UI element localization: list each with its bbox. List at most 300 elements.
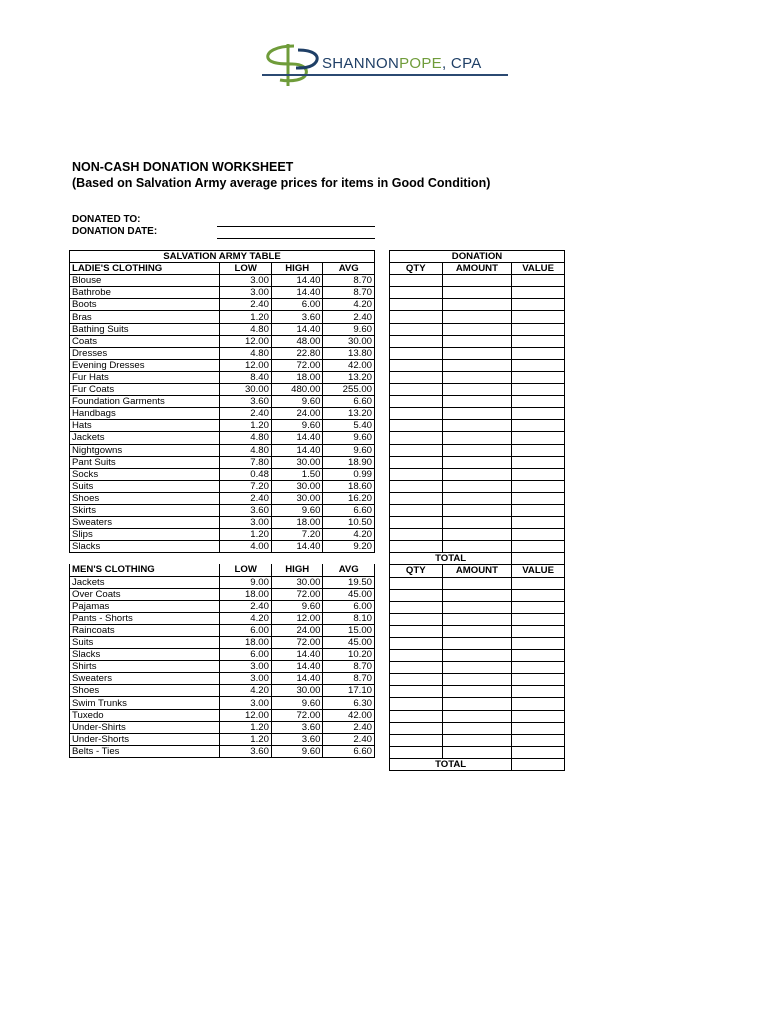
price-low: 2.40 — [220, 408, 272, 420]
value-cell[interactable] — [512, 746, 565, 758]
value-cell[interactable] — [512, 638, 565, 650]
donation-row — [390, 504, 565, 516]
item-name: Bathing Suits — [70, 323, 220, 335]
qty-cell[interactable] — [390, 746, 443, 758]
donation-row — [390, 698, 565, 710]
table-row — [70, 721, 375, 733]
price-high: 18.00 — [271, 517, 323, 529]
donation-row — [390, 601, 565, 613]
price-high: 9.60 — [271, 396, 323, 408]
amount-cell[interactable] — [442, 577, 512, 589]
price-high: 3.60 — [271, 311, 323, 323]
amount-cell[interactable] — [442, 698, 512, 710]
amount-cell[interactable] — [442, 541, 512, 553]
donation-row — [390, 638, 565, 650]
total-value-cell[interactable] — [512, 758, 565, 770]
item-name: Pant Suits — [70, 456, 220, 468]
price-high: 9.60 — [271, 697, 323, 709]
price-low: 1.20 — [220, 420, 272, 432]
price-avg: 13.20 — [323, 408, 375, 420]
price-low: 1.20 — [220, 529, 272, 541]
price-high: 9.60 — [271, 504, 323, 516]
total-value-cell[interactable] — [512, 553, 565, 565]
qty-cell[interactable] — [390, 492, 443, 504]
qty-cell[interactable] — [390, 674, 443, 686]
amount-cell[interactable] — [442, 517, 512, 529]
value-cell[interactable] — [512, 710, 565, 722]
value-cell[interactable] — [512, 396, 565, 408]
donation-row — [390, 335, 565, 347]
table-row — [70, 420, 375, 432]
price-avg: 8.70 — [323, 661, 375, 673]
price-avg: 8.70 — [323, 287, 375, 299]
amount-cell[interactable] — [442, 589, 512, 601]
qty-cell[interactable] — [390, 456, 443, 468]
price-avg: 45.00 — [323, 588, 375, 600]
value-cell[interactable] — [512, 577, 565, 589]
price-avg: 18.60 — [323, 480, 375, 492]
item-name: Pants - Shorts — [70, 612, 220, 624]
donation-row — [390, 674, 565, 686]
item-name: Boots — [70, 299, 220, 311]
qty-cell[interactable] — [390, 444, 443, 456]
value-cell[interactable] — [512, 650, 565, 662]
donation-row — [390, 408, 565, 420]
value-cell[interactable] — [512, 480, 565, 492]
donation-date-label: DONATION DATE: — [72, 226, 158, 237]
price-low: 1.20 — [220, 721, 272, 733]
value-cell[interactable] — [512, 347, 565, 359]
price-avg: 9.60 — [323, 432, 375, 444]
qty-cell[interactable] — [390, 698, 443, 710]
price-low: 12.00 — [220, 709, 272, 721]
donation-row — [390, 746, 565, 758]
amount-cell[interactable] — [442, 468, 512, 480]
table-row — [70, 637, 375, 649]
price-low: 3.60 — [220, 745, 272, 757]
column-header-high: HIGH — [271, 263, 323, 275]
qty-cell[interactable] — [390, 625, 443, 637]
price-low: 3.60 — [220, 504, 272, 516]
item-name: Socks — [70, 468, 220, 480]
amount-cell[interactable] — [442, 275, 512, 287]
value-cell[interactable] — [512, 408, 565, 420]
price-low: 12.00 — [220, 335, 272, 347]
donation-row — [390, 734, 565, 746]
value-cell[interactable] — [512, 674, 565, 686]
price-avg: 8.10 — [323, 612, 375, 624]
item-name: Nightgowns — [70, 444, 220, 456]
price-low: 3.00 — [220, 517, 272, 529]
value-cell[interactable] — [512, 335, 565, 347]
item-name: Tuxedo — [70, 709, 220, 721]
qty-cell[interactable] — [390, 650, 443, 662]
item-name: Blouse — [70, 275, 220, 287]
table-row — [70, 456, 375, 468]
price-low: 3.00 — [220, 275, 272, 287]
column-header-low: LOW — [220, 263, 272, 275]
section-header-row — [70, 564, 375, 576]
price-high: 72.00 — [271, 709, 323, 721]
item-name: Sweaters — [70, 517, 220, 529]
qty-cell[interactable] — [390, 371, 443, 383]
donation-row — [390, 480, 565, 492]
value-cell[interactable] — [512, 541, 565, 553]
qty-cell[interactable] — [390, 529, 443, 541]
price-low: 2.40 — [220, 492, 272, 504]
value-cell[interactable] — [512, 517, 565, 529]
price-high: 48.00 — [271, 335, 323, 347]
price-high: 24.00 — [271, 624, 323, 636]
value-cell[interactable] — [512, 492, 565, 504]
qty-cell[interactable] — [390, 299, 443, 311]
spacer-row — [70, 553, 375, 565]
price-low: 4.80 — [220, 432, 272, 444]
donation-row — [390, 287, 565, 299]
column-header-amount: AMOUNT — [442, 263, 512, 275]
value-cell[interactable] — [512, 323, 565, 335]
price-high: 18.00 — [271, 371, 323, 383]
donation-row — [390, 589, 565, 601]
price-avg: 18.90 — [323, 456, 375, 468]
amount-cell[interactable] — [442, 359, 512, 371]
price-low: 6.00 — [220, 624, 272, 636]
item-name: Pajamas — [70, 600, 220, 612]
price-high: 9.60 — [271, 600, 323, 612]
qty-cell[interactable] — [390, 359, 443, 371]
price-avg: 6.60 — [323, 504, 375, 516]
price-high: 14.40 — [271, 661, 323, 673]
amount-cell[interactable] — [442, 384, 512, 396]
qty-cell[interactable] — [390, 589, 443, 601]
qty-cell[interactable] — [390, 432, 443, 444]
value-cell[interactable] — [512, 420, 565, 432]
value-cell[interactable] — [512, 432, 565, 444]
section-heading: LADIE'S CLOTHING — [70, 263, 220, 275]
qty-cell[interactable] — [390, 396, 443, 408]
table-row — [70, 384, 375, 396]
table-row — [70, 347, 375, 359]
table-row — [70, 600, 375, 612]
donation-row — [390, 371, 565, 383]
table-row — [70, 371, 375, 383]
price-high: 30.00 — [271, 685, 323, 697]
amount-cell[interactable] — [442, 686, 512, 698]
qty-cell[interactable] — [390, 335, 443, 347]
price-avg: 0.99 — [323, 468, 375, 480]
price-low: 3.00 — [220, 287, 272, 299]
price-avg: 2.40 — [323, 733, 375, 745]
item-name: Jackets — [70, 432, 220, 444]
table-row — [70, 541, 375, 553]
qty-cell[interactable] — [390, 734, 443, 746]
column-header-low: LOW — [220, 564, 272, 576]
price-high: 3.60 — [271, 721, 323, 733]
qty-cell[interactable] — [390, 613, 443, 625]
donated-to-label: DONATED TO: — [72, 214, 141, 225]
price-avg: 4.20 — [323, 299, 375, 311]
price-avg: 45.00 — [323, 637, 375, 649]
value-cell[interactable] — [512, 359, 565, 371]
price-high: 9.60 — [271, 420, 323, 432]
donation-header-row — [390, 565, 565, 577]
item-name: Shirts — [70, 661, 220, 673]
price-high: 14.40 — [271, 287, 323, 299]
value-cell[interactable] — [512, 371, 565, 383]
price-avg: 9.20 — [323, 541, 375, 553]
item-name: Slacks — [70, 649, 220, 661]
donated-to-field[interactable] — [217, 226, 375, 227]
price-low: 4.20 — [220, 612, 272, 624]
item-name: Suits — [70, 637, 220, 649]
amount-cell[interactable] — [442, 347, 512, 359]
donation-row — [390, 396, 565, 408]
column-header-qty: QTY — [390, 565, 443, 577]
table-row — [70, 624, 375, 636]
qty-cell[interactable] — [390, 420, 443, 432]
donation-row — [390, 420, 565, 432]
value-cell[interactable] — [512, 384, 565, 396]
qty-cell[interactable] — [390, 504, 443, 516]
table-row — [70, 697, 375, 709]
price-avg: 10.20 — [323, 649, 375, 661]
price-avg: 13.20 — [323, 371, 375, 383]
value-cell[interactable] — [512, 287, 565, 299]
amount-cell[interactable] — [442, 444, 512, 456]
price-low: 3.60 — [220, 396, 272, 408]
qty-cell[interactable] — [390, 577, 443, 589]
donation-row — [390, 275, 565, 287]
qty-cell[interactable] — [390, 541, 443, 553]
amount-cell[interactable] — [442, 323, 512, 335]
table-row — [70, 745, 375, 757]
amount-cell[interactable] — [442, 662, 512, 674]
price-low: 7.20 — [220, 480, 272, 492]
amount-cell[interactable] — [442, 335, 512, 347]
value-cell[interactable] — [512, 722, 565, 734]
price-high: 6.00 — [271, 299, 323, 311]
amount-cell[interactable] — [442, 638, 512, 650]
donation-row — [390, 710, 565, 722]
value-cell[interactable] — [512, 444, 565, 456]
price-high: 30.00 — [271, 480, 323, 492]
qty-cell[interactable] — [390, 468, 443, 480]
price-avg: 2.40 — [323, 721, 375, 733]
donation-row — [390, 432, 565, 444]
table-row — [70, 612, 375, 624]
qty-cell[interactable] — [390, 710, 443, 722]
value-cell[interactable] — [512, 613, 565, 625]
donation-row — [390, 625, 565, 637]
donation-row — [390, 359, 565, 371]
qty-cell[interactable] — [390, 722, 443, 734]
total-label: TOTAL — [390, 553, 512, 565]
value-cell[interactable] — [512, 686, 565, 698]
item-name: Suits — [70, 480, 220, 492]
amount-cell[interactable] — [442, 287, 512, 299]
column-header-value: VALUE — [512, 565, 565, 577]
amount-cell[interactable] — [442, 601, 512, 613]
price-low: 4.20 — [220, 685, 272, 697]
price-high: 72.00 — [271, 637, 323, 649]
table-row — [70, 287, 375, 299]
price-low: 0.48 — [220, 468, 272, 480]
item-name: Handbags — [70, 408, 220, 420]
item-name: Foundation Garments — [70, 396, 220, 408]
amount-cell[interactable] — [442, 734, 512, 746]
qty-cell[interactable] — [390, 347, 443, 359]
amount-cell[interactable] — [442, 613, 512, 625]
donation-date-field[interactable] — [217, 238, 375, 239]
table-caption-row — [70, 251, 375, 263]
amount-cell[interactable] — [442, 371, 512, 383]
price-high: 24.00 — [271, 408, 323, 420]
price-high: 22.80 — [271, 347, 323, 359]
table-row — [70, 323, 375, 335]
amount-cell[interactable] — [442, 480, 512, 492]
donation-row — [390, 492, 565, 504]
qty-cell[interactable] — [390, 662, 443, 674]
table-row — [70, 492, 375, 504]
amount-cell[interactable] — [442, 492, 512, 504]
price-avg: 30.00 — [323, 335, 375, 347]
price-high: 1.50 — [271, 468, 323, 480]
qty-cell[interactable] — [390, 517, 443, 529]
item-name: Shoes — [70, 492, 220, 504]
price-avg: 9.60 — [323, 444, 375, 456]
price-high: 14.40 — [271, 673, 323, 685]
price-low: 3.00 — [220, 673, 272, 685]
value-cell[interactable] — [512, 456, 565, 468]
logo-wordmark: SHANNONPOPE, CPA — [322, 55, 482, 72]
price-low: 7.80 — [220, 456, 272, 468]
amount-cell[interactable] — [442, 456, 512, 468]
value-cell[interactable] — [512, 529, 565, 541]
price-high: 14.40 — [271, 323, 323, 335]
qty-cell[interactable] — [390, 408, 443, 420]
column-header-avg: AVG — [323, 263, 375, 275]
table-row — [70, 311, 375, 323]
amount-cell[interactable] — [442, 710, 512, 722]
value-cell[interactable] — [512, 601, 565, 613]
price-avg: 6.60 — [323, 745, 375, 757]
qty-cell[interactable] — [390, 686, 443, 698]
value-cell[interactable] — [512, 734, 565, 746]
amount-cell[interactable] — [442, 746, 512, 758]
price-high: 3.60 — [271, 733, 323, 745]
price-low: 4.80 — [220, 347, 272, 359]
price-avg: 19.50 — [323, 576, 375, 588]
item-name: Skirts — [70, 504, 220, 516]
amount-cell[interactable] — [442, 625, 512, 637]
item-name: Sweaters — [70, 673, 220, 685]
amount-cell[interactable] — [442, 722, 512, 734]
amount-cell[interactable] — [442, 311, 512, 323]
value-cell[interactable] — [512, 589, 565, 601]
price-low: 2.40 — [220, 299, 272, 311]
price-avg: 2.40 — [323, 311, 375, 323]
price-high: 14.40 — [271, 649, 323, 661]
amount-cell[interactable] — [442, 299, 512, 311]
donation-row — [390, 662, 565, 674]
amount-cell[interactable] — [442, 408, 512, 420]
qty-cell[interactable] — [390, 323, 443, 335]
qty-cell[interactable] — [390, 275, 443, 287]
value-cell[interactable] — [512, 275, 565, 287]
table-row — [70, 359, 375, 371]
table-row — [70, 649, 375, 661]
table-row — [70, 299, 375, 311]
amount-cell[interactable] — [442, 650, 512, 662]
qty-cell[interactable] — [390, 638, 443, 650]
donation-row — [390, 468, 565, 480]
price-high: 12.00 — [271, 612, 323, 624]
qty-cell[interactable] — [390, 480, 443, 492]
qty-cell[interactable] — [390, 601, 443, 613]
item-name: Raincoats — [70, 624, 220, 636]
page-subtitle: (Based on Salvation Army average prices for items in Good Condition) — [72, 176, 491, 190]
donation-row — [390, 347, 565, 359]
column-header-value: VALUE — [512, 263, 565, 275]
table-row — [70, 468, 375, 480]
total-row — [390, 553, 565, 565]
amount-cell[interactable] — [442, 504, 512, 516]
price-avg: 6.00 — [323, 600, 375, 612]
qty-cell[interactable] — [390, 384, 443, 396]
value-cell[interactable] — [512, 468, 565, 480]
column-header-qty: QTY — [390, 263, 443, 275]
column-header-avg: AVG — [323, 564, 375, 576]
logo-underline — [262, 74, 508, 76]
price-high: 14.40 — [271, 432, 323, 444]
amount-cell[interactable] — [442, 674, 512, 686]
price-avg: 42.00 — [323, 709, 375, 721]
amount-cell[interactable] — [442, 529, 512, 541]
value-cell[interactable] — [512, 299, 565, 311]
table-row — [70, 444, 375, 456]
value-cell[interactable] — [512, 698, 565, 710]
value-cell[interactable] — [512, 662, 565, 674]
section-header-row — [70, 263, 375, 275]
value-cell[interactable] — [512, 625, 565, 637]
table-row — [70, 576, 375, 588]
item-name: Swim Trunks — [70, 697, 220, 709]
qty-cell[interactable] — [390, 311, 443, 323]
item-name: Fur Hats — [70, 371, 220, 383]
table-row — [70, 733, 375, 745]
price-avg: 9.60 — [323, 323, 375, 335]
value-cell[interactable] — [512, 504, 565, 516]
donation-table — [389, 250, 565, 771]
value-cell[interactable] — [512, 311, 565, 323]
amount-cell[interactable] — [442, 432, 512, 444]
price-low: 3.00 — [220, 661, 272, 673]
price-low: 12.00 — [220, 359, 272, 371]
donation-row — [390, 529, 565, 541]
item-name: Belts - Ties — [70, 745, 220, 757]
donation-row — [390, 722, 565, 734]
price-low: 3.00 — [220, 697, 272, 709]
amount-cell[interactable] — [442, 420, 512, 432]
amount-cell[interactable] — [442, 396, 512, 408]
item-name: Slips — [70, 529, 220, 541]
price-low: 30.00 — [220, 384, 272, 396]
price-high: 7.20 — [271, 529, 323, 541]
donation-row — [390, 311, 565, 323]
table-row — [70, 685, 375, 697]
donation-row — [390, 444, 565, 456]
qty-cell[interactable] — [390, 287, 443, 299]
